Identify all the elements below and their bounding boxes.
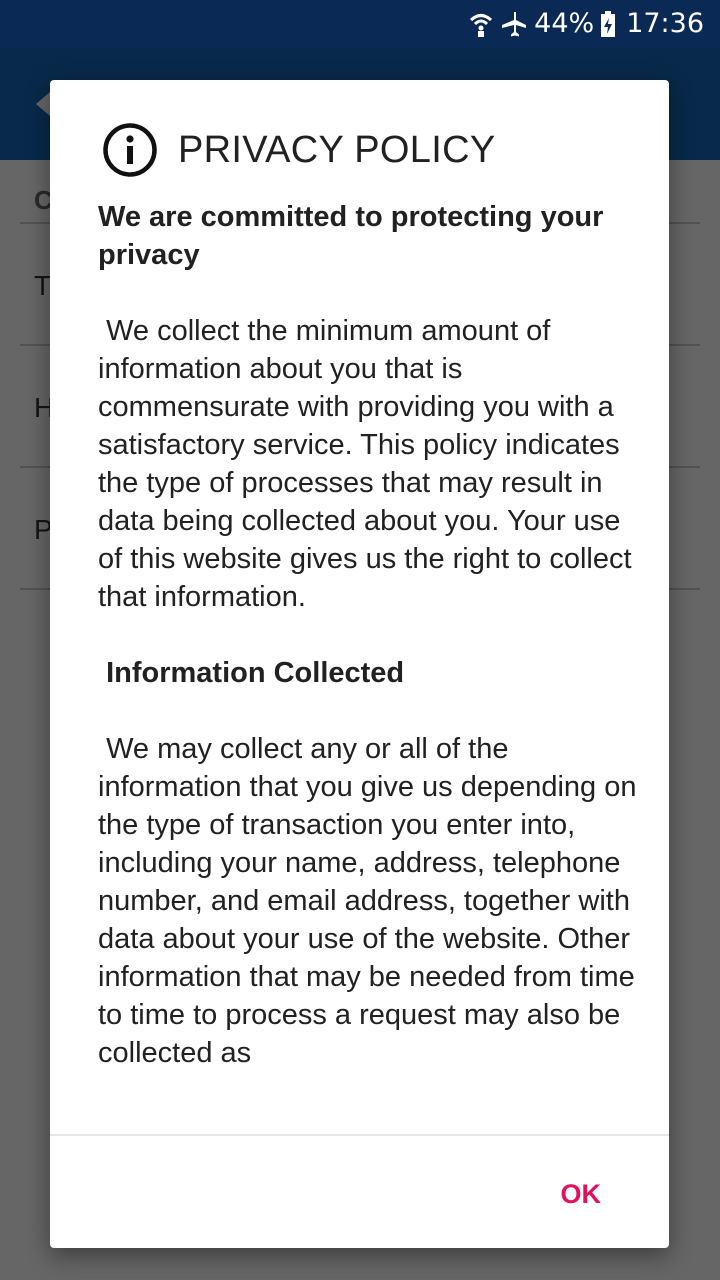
battery-charging-icon	[600, 10, 616, 38]
policy-subheading: Information Collected	[98, 657, 405, 689]
dialog-body[interactable]	[98, 198, 645, 1134]
policy-paragraph: We may collect any or all of the information that you give us depending on the type of transaction you enter into, including your name, address, telephone number, and email address, together with data about your use of the website. Other information that may be needed from time to time to process a request may also be collected as	[98, 733, 645, 1069]
battery-percent: 44%	[534, 8, 595, 39]
policy-heading: We are committed to protecting your privacy	[98, 201, 604, 271]
dialog-title: PRIVACY POLICY	[178, 129, 496, 171]
clock: 17:36	[626, 8, 704, 39]
policy-paragraph: We collect the minimum amount of information about you that is commensurate with providing you with a satisfactory service. This policy indicates the type of processes that may result in data being collected about you. Your use of this website gives us the right to collect that information.	[98, 315, 640, 613]
status-bar	[0, 0, 720, 48]
privacy-policy-dialog	[50, 80, 669, 1248]
wifi-icon	[468, 10, 494, 38]
dialog-footer-divider	[50, 1134, 669, 1136]
dialog-header	[50, 80, 669, 198]
info-icon	[102, 122, 158, 178]
ok-button[interactable]: OK	[533, 1166, 630, 1222]
airplane-mode-icon	[500, 10, 528, 38]
